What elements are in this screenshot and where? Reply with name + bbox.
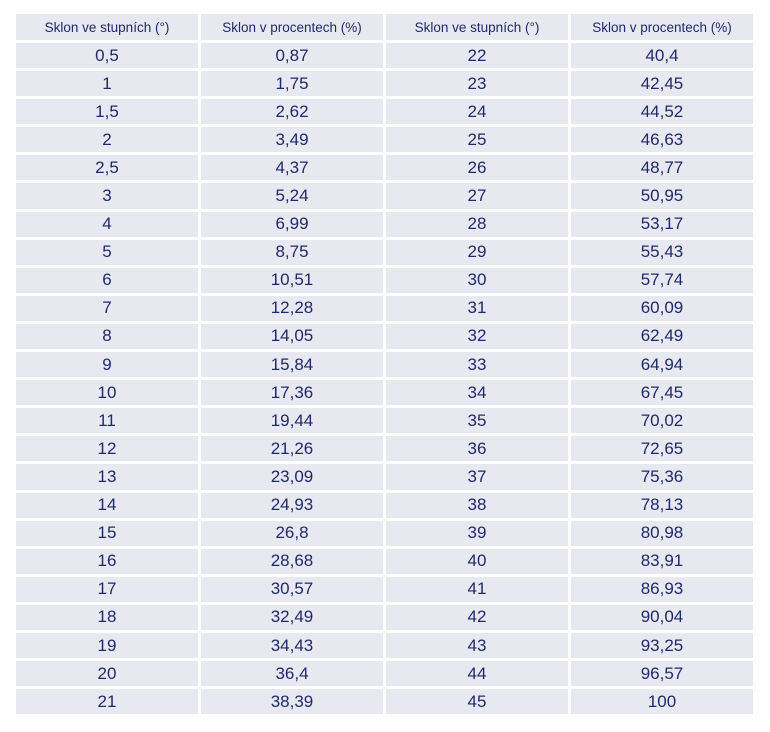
- table-row: [16, 661, 753, 686]
- cell-degrees-left: 7: [16, 296, 198, 321]
- cell-degrees-left: 15: [16, 521, 198, 546]
- cell-degrees-left: 19: [16, 633, 198, 658]
- table-row: [16, 183, 753, 208]
- cell-degrees-right: 34: [386, 380, 568, 405]
- cell-percent-left: 6,99: [201, 212, 383, 237]
- header-percent-left: Sklon v procentech (%): [201, 14, 383, 40]
- cell-percent-left: 36,4: [201, 661, 383, 686]
- cell-degrees-left: 2: [16, 127, 198, 152]
- cell-percent-right: 57,74: [571, 268, 753, 293]
- cell-percent-right: 93,25: [571, 633, 753, 658]
- cell-degrees-left: 8: [16, 324, 198, 349]
- cell-percent-right: 55,43: [571, 240, 753, 265]
- cell-degrees-right: 25: [386, 127, 568, 152]
- cell-percent-right: 70,02: [571, 408, 753, 433]
- cell-degrees-right: 26: [386, 155, 568, 180]
- cell-degrees-left: 13: [16, 464, 198, 489]
- table-row: [16, 352, 753, 377]
- slope-conversion-table: [13, 11, 756, 717]
- table-row: [16, 549, 753, 574]
- cell-degrees-left: 1,5: [16, 99, 198, 124]
- table-row: [16, 436, 753, 461]
- cell-percent-left: 26,8: [201, 521, 383, 546]
- table-row: [16, 212, 753, 237]
- table-row: [16, 493, 753, 518]
- cell-percent-right: 48,77: [571, 155, 753, 180]
- cell-percent-right: 67,45: [571, 380, 753, 405]
- cell-percent-right: 96,57: [571, 661, 753, 686]
- table-row: [16, 380, 753, 405]
- cell-degrees-right: 23: [386, 71, 568, 96]
- header-degrees-left: Sklon ve stupních (°): [16, 14, 198, 40]
- cell-percent-left: 38,39: [201, 689, 383, 714]
- table-body: [16, 43, 753, 714]
- cell-degrees-left: 3: [16, 183, 198, 208]
- cell-percent-left: 12,28: [201, 296, 383, 321]
- cell-degrees-right: 39: [386, 521, 568, 546]
- cell-percent-left: 4,37: [201, 155, 383, 180]
- cell-percent-right: 86,93: [571, 577, 753, 602]
- cell-degrees-left: 18: [16, 605, 198, 630]
- cell-degrees-right: 41: [386, 577, 568, 602]
- cell-degrees-left: 20: [16, 661, 198, 686]
- cell-percent-right: 100: [571, 689, 753, 714]
- cell-percent-right: 75,36: [571, 464, 753, 489]
- table-row: [16, 127, 753, 152]
- table-row: [16, 296, 753, 321]
- cell-percent-left: 17,36: [201, 380, 383, 405]
- cell-degrees-right: 31: [386, 296, 568, 321]
- cell-degrees-left: 10: [16, 380, 198, 405]
- cell-degrees-left: 12: [16, 436, 198, 461]
- cell-degrees-right: 38: [386, 493, 568, 518]
- header-degrees-right: Sklon ve stupních (°): [386, 14, 568, 40]
- cell-percent-right: 50,95: [571, 183, 753, 208]
- cell-percent-right: 78,13: [571, 493, 753, 518]
- cell-percent-right: 46,63: [571, 127, 753, 152]
- cell-percent-left: 14,05: [201, 324, 383, 349]
- cell-degrees-left: 14: [16, 493, 198, 518]
- header-percent-right: Sklon v procentech (%): [571, 14, 753, 40]
- cell-degrees-right: 28: [386, 212, 568, 237]
- cell-percent-left: 0,87: [201, 43, 383, 68]
- cell-percent-right: 72,65: [571, 436, 753, 461]
- cell-degrees-right: 43: [386, 633, 568, 658]
- cell-degrees-right: 24: [386, 99, 568, 124]
- cell-degrees-right: 33: [386, 352, 568, 377]
- cell-degrees-right: 40: [386, 549, 568, 574]
- cell-percent-right: 44,52: [571, 99, 753, 124]
- cell-percent-right: 53,17: [571, 212, 753, 237]
- cell-percent-left: 19,44: [201, 408, 383, 433]
- cell-degrees-right: 37: [386, 464, 568, 489]
- cell-percent-left: 21,26: [201, 436, 383, 461]
- cell-percent-right: 40,4: [571, 43, 753, 68]
- cell-degrees-right: 42: [386, 605, 568, 630]
- table-row: [16, 240, 753, 265]
- cell-degrees-left: 1: [16, 71, 198, 96]
- cell-percent-right: 83,91: [571, 549, 753, 574]
- cell-degrees-left: 17: [16, 577, 198, 602]
- cell-degrees-right: 30: [386, 268, 568, 293]
- cell-degrees-right: 27: [386, 183, 568, 208]
- cell-degrees-left: 6: [16, 268, 198, 293]
- table-row: [16, 689, 753, 714]
- cell-degrees-left: 9: [16, 352, 198, 377]
- cell-percent-left: 23,09: [201, 464, 383, 489]
- cell-percent-right: 60,09: [571, 296, 753, 321]
- cell-degrees-right: 44: [386, 661, 568, 686]
- cell-percent-right: 64,94: [571, 352, 753, 377]
- cell-degrees-right: 45: [386, 689, 568, 714]
- cell-percent-left: 32,49: [201, 605, 383, 630]
- cell-percent-left: 24,93: [201, 493, 383, 518]
- cell-percent-right: 62,49: [571, 324, 753, 349]
- cell-percent-left: 8,75: [201, 240, 383, 265]
- cell-percent-right: 90,04: [571, 605, 753, 630]
- cell-percent-left: 5,24: [201, 183, 383, 208]
- cell-percent-left: 2,62: [201, 99, 383, 124]
- cell-degrees-left: 0,5: [16, 43, 198, 68]
- table-row: [16, 324, 753, 349]
- table-row: [16, 155, 753, 180]
- cell-percent-left: 3,49: [201, 127, 383, 152]
- cell-degrees-right: 35: [386, 408, 568, 433]
- cell-degrees-right: 29: [386, 240, 568, 265]
- cell-percent-right: 42,45: [571, 71, 753, 96]
- table-row: [16, 43, 753, 68]
- cell-percent-left: 28,68: [201, 549, 383, 574]
- cell-degrees-left: 21: [16, 689, 198, 714]
- cell-percent-left: 1,75: [201, 71, 383, 96]
- header-row: [16, 14, 753, 40]
- cell-degrees-left: 4: [16, 212, 198, 237]
- cell-degrees-left: 5: [16, 240, 198, 265]
- cell-degrees-right: 36: [386, 436, 568, 461]
- table-row: [16, 268, 753, 293]
- cell-percent-left: 15,84: [201, 352, 383, 377]
- table-row: [16, 99, 753, 124]
- cell-degrees-left: 16: [16, 549, 198, 574]
- cell-percent-left: 30,57: [201, 577, 383, 602]
- table-row: [16, 577, 753, 602]
- table-row: [16, 633, 753, 658]
- table-header: [16, 14, 753, 40]
- cell-percent-right: 80,98: [571, 521, 753, 546]
- cell-degrees-left: 2,5: [16, 155, 198, 180]
- cell-percent-left: 10,51: [201, 268, 383, 293]
- cell-degrees-right: 22: [386, 43, 568, 68]
- cell-percent-left: 34,43: [201, 633, 383, 658]
- table-row: [16, 464, 753, 489]
- cell-degrees-right: 32: [386, 324, 568, 349]
- table-row: [16, 71, 753, 96]
- table-row: [16, 605, 753, 630]
- cell-degrees-left: 11: [16, 408, 198, 433]
- slope-conversion-table-wrapper: [16, 14, 752, 714]
- table-row: [16, 408, 753, 433]
- table-row: [16, 521, 753, 546]
